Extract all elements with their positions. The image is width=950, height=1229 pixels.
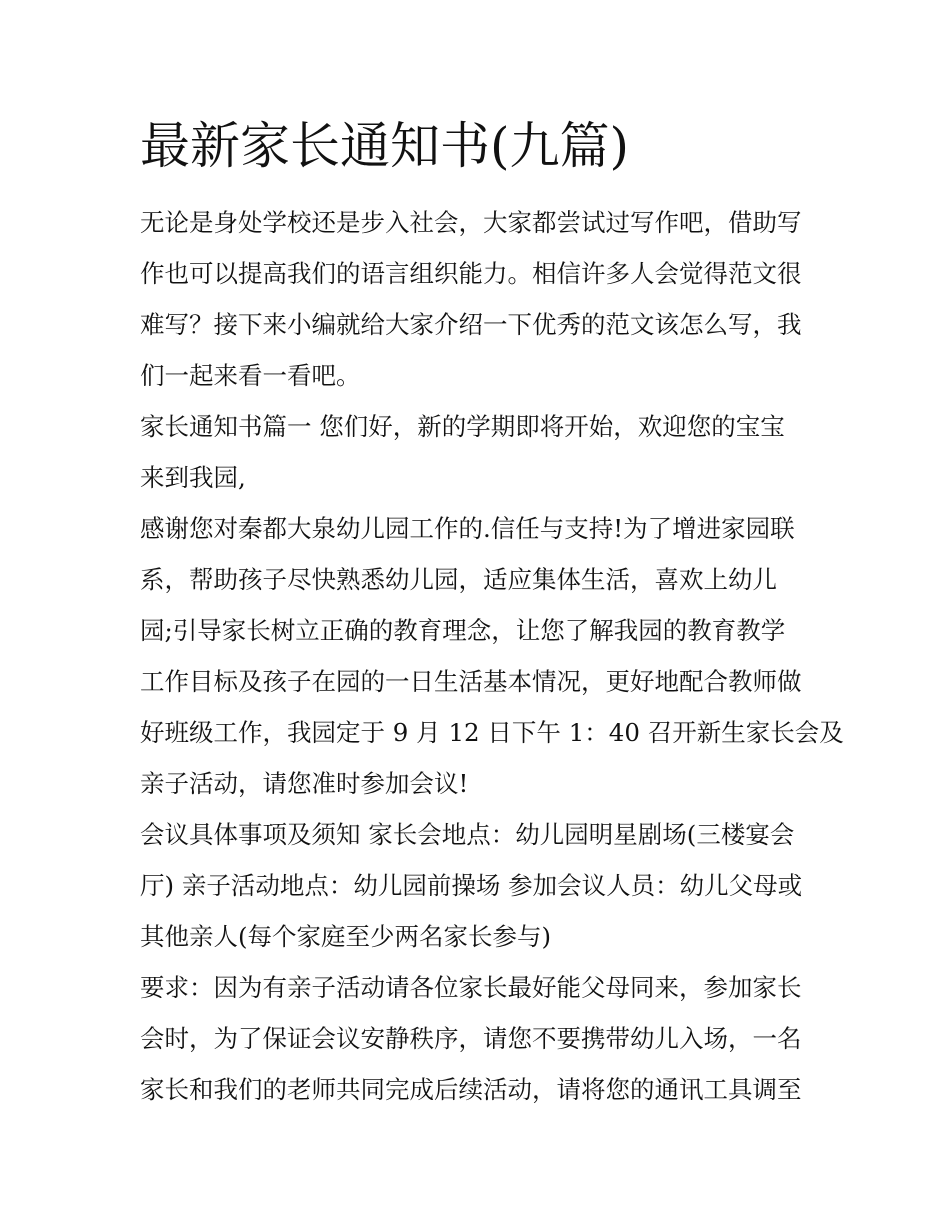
paragraph-line: 厅) 亲子活动地点：幼儿园前操场 参加会议人员：幼儿父母或 xyxy=(140,871,803,900)
paragraph-line: 来到我园, xyxy=(140,463,246,492)
paragraph-line: 家长和我们的老师共同完成后续活动，请将您的通讯工具调至 xyxy=(140,1075,802,1104)
paragraph-line: 无论是身处学校还是步入社会，大家都尝试过写作吧，借助写 xyxy=(140,208,802,237)
paragraph-line: 作也可以提高我们的语言组织能力。相信许多人会觉得范文很 xyxy=(140,259,802,288)
paragraph-line: 好班级工作，我园定于 9 月 12 日下午 1：40 召开新生家长会及 xyxy=(140,718,844,747)
paragraph-line: 家长通知书篇一 您们好，新的学期即将开始，欢迎您的宝宝 xyxy=(140,412,785,441)
paragraph-line: 系，帮助孩子尽快熟悉幼儿园，适应集体生活，喜欢上幼儿 xyxy=(140,565,777,594)
paragraph-line: 工作目标及孩子在园的一日生活基本情况，更好地配合教师做 xyxy=(140,667,802,696)
document-title: 最新家长通知书(九篇) xyxy=(140,117,630,175)
paragraph-line: 园;引导家长树立正确的教育理念，让您了解我园的教育教学 xyxy=(140,616,786,645)
paragraph-line: 其他亲人(每个家庭至少两名家长参与) xyxy=(140,922,552,951)
paragraph-line: 感谢您对秦都大泉幼儿园工作的.信任与支持!为了增进家园联 xyxy=(140,514,795,543)
paragraph-line: 会时，为了保证会议安静秩序，请您不要携带幼儿入场，一名 xyxy=(140,1024,802,1053)
paragraph-line: 亲子活动，请您准时参加会议! xyxy=(140,769,469,798)
paragraph-line: 要求：因为有亲子活动请各位家长最好能父母同来，参加家长 xyxy=(140,973,802,1002)
paragraph-line: 会议具体事项及须知 家长会地点：幼儿园明星剧场(三楼宴会 xyxy=(140,820,795,849)
paragraph-line: 们一起来看一看吧。 xyxy=(140,361,361,390)
paragraph-line: 难写？接下来小编就给大家介绍一下优秀的范文该怎么写，我 xyxy=(140,310,802,339)
